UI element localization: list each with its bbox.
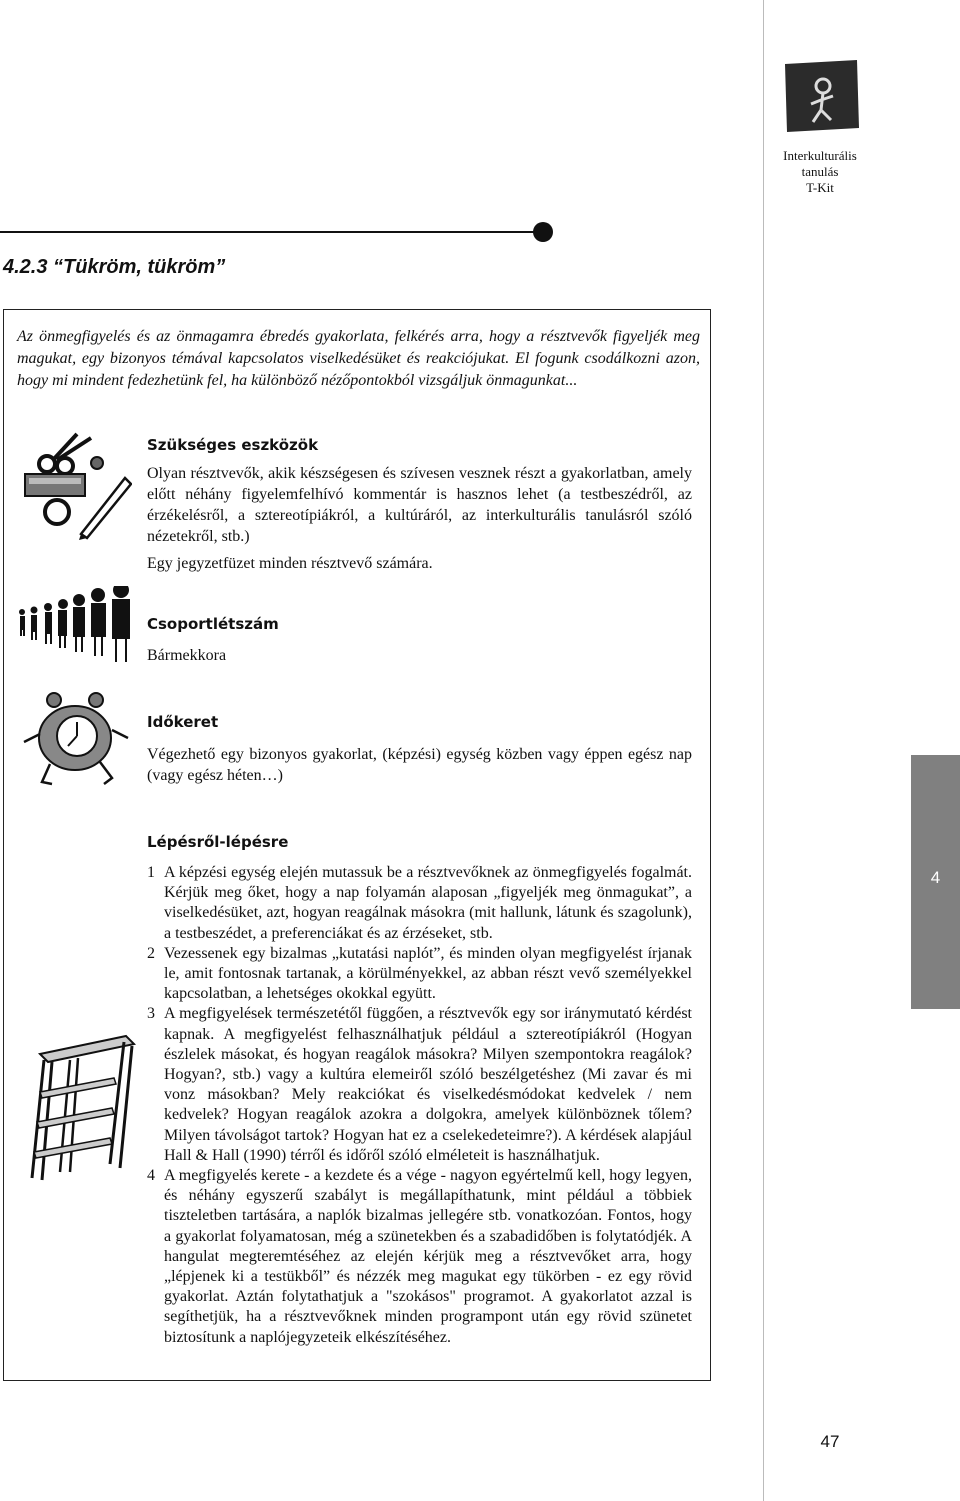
chapter-number: 4	[930, 868, 941, 887]
step-text: A megfigyelés kerete - a kezdete és a vége - nagyon egyértelmű kell, hogy legyen, és néhány egyszerű szabályt is megállapíthatunk, mint például a többiek tiszteletben tartására, a naplók bizalmas jellegére stb. vonatkozóan. Fontos, hogy a gyakorlat folyamatosan, még a szünetekben és a szabadidőben is folytatódjék. A hangulat megteremtéséhez az elején kérjük meg a résztvevőket arra, hogy „lépjenek ki a testükből” és nézzék meg magukat egy tükörben - ez egy rövid gyakorlat. Aztán folytathatjuk a "szokásos" programot. A gyakorlatot azzal is segíthetjük, ha a résztvevőknek minden programpont után egy rövid szünetet biztosítunk a naplójegyzeteik elkészítéséhez.	[164, 1167, 692, 1346]
series-line-3: T-Kit	[806, 180, 834, 195]
step-item	[147, 863, 692, 944]
step-text: A megfigyelések természetétől függően, a résztvevők egy sor iránymutató kérdést kapnak. A megfigyelést felhasználhatjuk például a sztereotípiákról (Hogyan észlelek másokat, és hogyan reagálok másokra? Milyen szempontokra reagálok? Hogyan?, stb.) vagy a kultúra elemeiről szóló beszélgetéshez (Mi zavar és mi vonz másokban? Mely reakciókat és viselkedésmódokat kedvelek / nem kedvelek? Hogyan reagálok azokra a dolgokra, amelyek különböznek tőlem? Milyen távolságot tartok? Hogyan hat ez a cselekedeteimre?). A kérdések alapjául Hall & Hall (1990) térről és időről szóló elméleteit is használhatjuk.	[164, 1005, 692, 1164]
steps-list	[147, 863, 692, 1348]
title-rule-dot	[533, 222, 553, 242]
steps-heading: Lépésről-lépésre	[147, 833, 289, 851]
step-number: 1	[147, 864, 155, 881]
time-heading: Időkeret	[147, 713, 219, 731]
ladder-icon	[30, 1032, 138, 1182]
materials-text: Olyan résztvevők, akik készségesen és szívesen vesznek részt a gyakorlatban, amely előtt néhány figyelemfelhívó kommentár is hasznos lehet (a testbeszédről, az érzékelésről, a sztereotípiákról, a kultúráról, az interkulturális tanulásról szóló nézetekről, stb.)	[147, 465, 692, 545]
clock-icon	[22, 690, 132, 790]
step-number: 2	[147, 944, 155, 962]
materials-heading: Szükséges eszközök	[147, 436, 319, 454]
title-rule	[0, 231, 536, 233]
step-text: Vezessenek egy bizalmas „kutatási naplót”, és minden olyan megfigyelést írjanak le, amit fontosnak tartanak, a körülményekkel, az abban részt vevő személyekkel kapcsolatban, a lehetséges okokkal együtt.	[164, 944, 692, 1003]
step-item	[147, 1166, 692, 1348]
step-text: A képzési egység elején mutassuk be a résztvevőknek az önmegfigyelés fogalmát. Kérjük meg őket, hogy a nap folyamán alaposan „figyeljék meg önmagukat”, a viselkedésüket, azt, hogyan reagálnak másokra (mit hallunk, látunk és szagolunk), a testbeszédet, a preferenciákat és az érzéseket, stb.	[164, 864, 692, 942]
series-label	[770, 148, 870, 196]
step-item	[147, 944, 692, 1005]
series-line-2: tanulás	[801, 164, 839, 179]
margin-line	[763, 0, 764, 1501]
logo-icon	[783, 58, 861, 136]
intro-text: Az önmegfigyelés és az önmagamra ébredés gyakorlata, felkérés arra, hogy a résztvevők figyeljék meg magukat, egy bizonyos témával kapcsolatos viselkedésüket és reakciójukat. El fogunk csodálkozni azon, hogy mi mindent fedezhetünk fel, ha különböző nézőpontokból vizsgáljuk önmagunkat...	[17, 328, 700, 389]
group-heading: Csoportlétszám	[147, 615, 279, 633]
step-number: 4	[147, 1167, 155, 1185]
time-text: Végezhető egy bizonyos gyakorlat, (képzési) egység közben vagy éppen egész nap (vagy egész héten…)	[147, 746, 692, 784]
step-number: 3	[147, 1005, 155, 1023]
materials-text-2: Egy jegyzetfüzet minden résztvevő számára.	[147, 555, 433, 572]
group-text: Bármekkora	[147, 647, 227, 664]
people-icon	[17, 586, 137, 664]
tools-icon	[17, 430, 132, 540]
page-number: 47	[820, 1432, 840, 1451]
chapter-tab	[911, 755, 960, 1009]
series-line-1: Interkulturális	[783, 148, 857, 163]
step-item	[147, 1004, 692, 1166]
section-title: 4.2.3 “Tükröm, tükröm”	[3, 256, 226, 278]
